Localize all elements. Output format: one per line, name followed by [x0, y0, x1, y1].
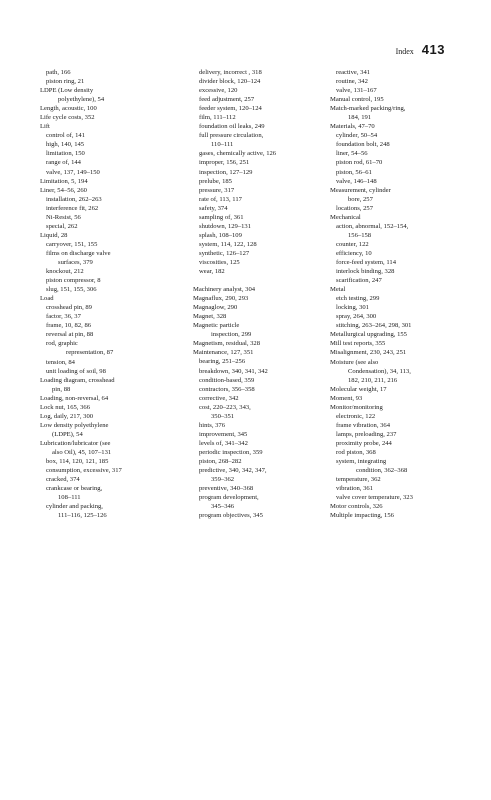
index-column-left: [40, 68, 158, 520]
index-subentry: control of, 141: [46, 132, 86, 140]
index-heading: Moment, 93: [330, 394, 363, 402]
index-subentry: synthetic, 126–127: [199, 249, 250, 257]
index-subentry: hints, 376: [199, 421, 226, 429]
index-subentry: bore, 257: [348, 195, 373, 203]
index-subentry: force-feed system, 114: [336, 258, 396, 266]
index-subentry: foundation oil leaks, 249: [199, 123, 265, 131]
index-subentry: slug, 151, 155, 306: [46, 286, 97, 294]
index-subentry: proximity probe, 244: [336, 439, 392, 447]
column-spacer: [193, 276, 311, 285]
index-heading: Magnetism, residual, 328: [193, 340, 261, 348]
index-heading: Metal: [330, 286, 346, 294]
index-subentry: path, 166: [46, 69, 71, 76]
index-heading: Low density polyethylene: [40, 421, 109, 429]
index-subentry: surfaces, 379: [58, 258, 93, 266]
index-heading: Length, acoustic, 100: [40, 105, 97, 113]
index-subentry: excessive, 120: [199, 87, 238, 95]
index-heading: Misalignment, 230, 243, 251: [330, 349, 407, 357]
index-heading: Liquid, 28: [40, 231, 68, 239]
index-heading: Log, daily, 217, 300: [40, 412, 94, 420]
index-subentry: condition-based, 359: [199, 376, 255, 384]
index-subentry: condition, 362–368: [356, 467, 408, 475]
index-subentry: valve, 137, 149–150: [46, 168, 100, 176]
index-subentry: 110–111: [211, 141, 234, 149]
index-heading: Magnaflux, 290, 293: [193, 295, 249, 303]
index-heading: Life cycle costs, 352: [40, 114, 95, 122]
index-subentry: 182, 210, 211, 216: [348, 376, 398, 384]
index-subentry: 345–346: [211, 503, 235, 511]
index-subentry: system, integrating: [336, 458, 387, 466]
index-subentry: reversal at pin, 88: [46, 331, 94, 339]
index-subentry: etch testing, 299: [336, 295, 380, 303]
index-subentry: rod, graphic: [46, 340, 78, 348]
index-heading: Lubrication/lubricator (see: [40, 439, 111, 447]
index-column-middle: [193, 68, 311, 520]
index-column-right: [330, 68, 448, 520]
index-heading: Magnet, 328: [193, 313, 227, 321]
index-subentry: wear, 182: [199, 268, 225, 276]
index-subentry: valve cover temperature, 323: [336, 494, 413, 502]
index-heading: Molecular weight, 17: [330, 385, 387, 393]
index-heading: Moisture (see also: [330, 358, 379, 366]
index-subentry: valve, 146–148: [336, 177, 377, 185]
index-subentry: pressure, 317: [199, 186, 235, 194]
index-subentry: counter, 122: [336, 240, 369, 248]
index-subentry: foundation bolt, 248: [336, 141, 390, 149]
index-heading: Loading diagram, crosshead: [40, 376, 115, 384]
index-subentry: feed adjustment, 257: [199, 96, 255, 104]
index-subentry: (LDPE), 54: [52, 430, 83, 438]
index-subentry: program development,: [199, 494, 259, 502]
index-subentry: reactive, 341: [336, 69, 371, 76]
index-subentry: liner, 54–56: [336, 150, 368, 158]
index-subentry: polyethylene), 54: [58, 96, 105, 104]
index-subentry: shutdown, 129–131: [199, 222, 252, 230]
index-heading: Loading, non-reversal, 64: [40, 394, 109, 402]
index-subentry: locations, 257: [336, 204, 373, 212]
index-subentry: film, 111–112: [199, 114, 236, 122]
index-heading: Lock nut, 165, 366: [40, 403, 90, 411]
index-subentry: consumption, excessive, 317: [46, 467, 122, 475]
index-subentry: box, 114, 120, 121, 185: [46, 458, 109, 466]
index-subentry: safety, 374: [199, 204, 228, 212]
index-subentry: knockout, 212: [46, 268, 84, 276]
index-subentry: piston ring, 21: [46, 78, 85, 86]
index-subentry: locking, 301: [336, 304, 369, 312]
index-subentry: temperature, 362: [336, 476, 381, 484]
index-heading: Load: [40, 295, 54, 303]
index-subentry: cracked, 374: [46, 476, 80, 484]
index-subentry: frame, 10, 82, 86: [46, 322, 92, 330]
index-heading: Monitor/monitoring: [330, 403, 383, 411]
index-subentry: improvement, 345: [199, 430, 248, 438]
index-subentry: installation, 262–263: [46, 195, 102, 203]
index-subentry: 156–158: [348, 231, 372, 239]
index-subentry: piston, 268–282: [199, 457, 242, 465]
index-heading: Mill test reports, 355: [330, 340, 386, 348]
index-subentry: breakdown, 340, 341, 342: [199, 367, 268, 375]
index-subentry: Condensation), 34, 113,: [348, 367, 411, 375]
index-subentry: films on discharge valve: [46, 249, 111, 257]
index-heading: Magnetic particle: [193, 322, 240, 330]
index-subentry: 359–362: [211, 476, 235, 484]
index-subentry: efficiency, 10: [336, 249, 372, 257]
index-heading: Manual control, 195: [330, 96, 384, 104]
page-header: [396, 42, 445, 57]
index-subentry: rod piston, 368: [336, 448, 376, 456]
index-subentry: action, abnormal, 152–154,: [336, 222, 409, 230]
running-head: Index: [395, 47, 414, 56]
index-subentry: scarification, 247: [336, 277, 382, 285]
index-subentry: interlock binding, 328: [336, 268, 395, 276]
index-subentry: program objectives, 345: [199, 512, 263, 520]
index-subentry: cost, 220–223, 343,: [199, 403, 251, 411]
index-subentry: frame vibration, 364: [336, 421, 391, 429]
index-subentry: spray, 264, 300: [336, 313, 377, 321]
index-subentry: 350–351: [211, 412, 235, 420]
index-subentry: electronic, 122: [336, 412, 376, 420]
index-subentry: cylinder, 50–54: [336, 132, 378, 140]
index-subentry: feeder system, 120–124: [199, 105, 262, 113]
index-subentry: limitation, 150: [46, 150, 85, 158]
index-subentry: corrective, 342: [199, 394, 239, 402]
index-subentry: Ni-Resist, 56: [46, 213, 81, 221]
index-subentry: piston, 56–61: [336, 168, 372, 176]
index-subentry: routine, 342: [336, 78, 368, 86]
index-subentry: carryover, 151, 155: [46, 240, 98, 248]
index-subentry: stitching, 263–264, 298, 301: [336, 322, 412, 330]
index-subentry: representation, 87: [66, 349, 114, 357]
index-subentry: inspection, 127–129: [199, 168, 253, 176]
index-subentry: bearing, 251–256: [199, 358, 246, 366]
index-subentry: inspection, 299: [211, 331, 252, 339]
index-heading: Measurement, cylinder: [330, 186, 391, 194]
page-number: 413: [421, 42, 445, 57]
index-heading: Magnaglow, 290: [193, 304, 238, 312]
index-subentry: crosshead pin, 89: [46, 304, 92, 312]
index-subentry: gases, chemically active, 126: [199, 150, 277, 158]
index-subentry: vibration, 361: [336, 485, 373, 493]
index-subentry: piston compressor, 8: [46, 277, 101, 285]
index-subentry: sampling of, 361: [199, 213, 244, 221]
index-subentry: also Oil), 45, 107–131: [52, 448, 112, 456]
index-subentry: lamps, preloading, 237: [336, 430, 397, 438]
index-subentry: contractors, 356–358: [199, 385, 255, 393]
index-heading: Maintenance, 127, 351: [193, 349, 254, 357]
index-subentry: unit loading of soil, 98: [46, 367, 106, 375]
index-subentry: predictive, 340, 342, 347,: [199, 467, 267, 475]
index-heading: Materials, 47–70: [330, 123, 375, 131]
index-subentry: system, 114, 122, 128: [199, 240, 257, 248]
index-subentry: tension, 84: [46, 358, 75, 366]
index-heading: Lift: [40, 123, 50, 131]
index-subentry: range of, 144: [46, 159, 81, 167]
index-subentry: 108–111: [58, 494, 81, 502]
index-subentry: pin, 88: [52, 385, 71, 393]
index-subentry: high, 140, 145: [46, 141, 85, 149]
index-subentry: improper, 156, 251: [199, 159, 250, 167]
index-subentry: divider block, 120–124: [199, 78, 261, 86]
index-subentry: valve, 131–167: [336, 87, 377, 95]
index-subentry: periodic inspection, 359: [199, 448, 263, 456]
index-subentry: factor, 36, 37: [46, 313, 81, 321]
index-subentry: prelube, 185: [199, 177, 232, 185]
index-heading: Mechanical: [330, 213, 361, 221]
index-subentry: preventive, 340–368: [199, 485, 254, 493]
index-subentry: full pressure circulation,: [199, 132, 264, 140]
index-heading: Multiple impacting, 156: [330, 512, 394, 520]
index-heading: Liner, 54–56, 260: [40, 186, 87, 194]
index-heading: Motor controls, 326: [330, 503, 383, 511]
index-subentry: viscosities, 125: [199, 258, 240, 266]
index-subentry: splash, 108–109: [199, 231, 242, 239]
index-subentry: delivery, incorrect , 318: [199, 69, 262, 76]
index-heading: Match-marked packing/ring,: [330, 105, 406, 113]
index-subentry: 184, 191: [348, 114, 372, 122]
index-heading: Machinery analyst, 304: [193, 286, 256, 294]
index-subentry: interference fit, 262: [46, 204, 99, 212]
index-subentry: 111–116, 125–126: [58, 512, 107, 520]
index-heading: LDPE (Low density: [40, 87, 94, 95]
index-heading: Limitation, 5, 194: [40, 177, 88, 185]
index-heading: Metallurgical upgrading, 155: [330, 331, 407, 339]
index-subentry: crankcase or bearing,: [46, 485, 103, 493]
index-subentry: levels of, 341–342: [199, 439, 248, 447]
index-subentry: cylinder and packing,: [46, 503, 103, 511]
index-subentry: piston rod, 61–70: [336, 159, 383, 167]
index-subentry: rate of, 113, 117: [199, 195, 242, 203]
index-subentry: special, 262: [46, 222, 78, 230]
